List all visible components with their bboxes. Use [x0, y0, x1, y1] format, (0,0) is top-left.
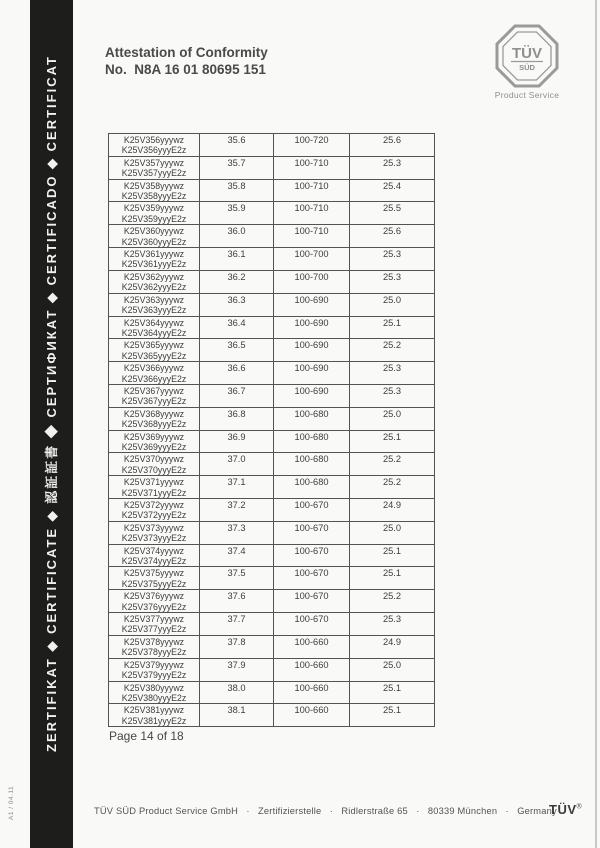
- model-cell: K25V376yyywz K25V376yyyE2z: [109, 590, 200, 613]
- range-cell: 100-690: [274, 293, 350, 316]
- range-cell: 100-690: [274, 362, 350, 385]
- value2-cell: 25.2: [350, 339, 435, 362]
- value2-cell: 25.5: [350, 202, 435, 225]
- value-cell: 37.2: [200, 499, 274, 522]
- model-cell: K25V372yyywz K25V372yyyE2z: [109, 499, 200, 522]
- model-cell: K25V377yyywz K25V377yyyE2z: [109, 613, 200, 636]
- range-cell: 100-690: [274, 384, 350, 407]
- table-row: [109, 453, 435, 476]
- value-cell: 36.9: [200, 430, 274, 453]
- tuv-sud-logo: [492, 24, 562, 100]
- footer-tuv-mark: [549, 802, 582, 817]
- table-row: [109, 635, 435, 658]
- model-cell: K25V364yyywz K25V364yyyE2z: [109, 316, 200, 339]
- table-row: [109, 590, 435, 613]
- value-cell: 37.5: [200, 567, 274, 590]
- value2-cell: 25.1: [350, 544, 435, 567]
- value2-cell: 25.1: [350, 704, 435, 727]
- value2-cell: 25.0: [350, 407, 435, 430]
- value2-cell: 25.3: [350, 270, 435, 293]
- model-cell: K25V380yyywz K25V380yyyE2z: [109, 681, 200, 704]
- table-row: [109, 704, 435, 727]
- value-cell: 37.3: [200, 521, 274, 544]
- value2-cell: 25.0: [350, 658, 435, 681]
- range-cell: 100-710: [274, 225, 350, 248]
- certificate-sidebar: [30, 0, 73, 848]
- value2-cell: 25.2: [350, 590, 435, 613]
- table-row: [109, 430, 435, 453]
- value-cell: 37.6: [200, 590, 274, 613]
- value2-cell: 25.1: [350, 430, 435, 453]
- model-cell: K25V359yyywz K25V359yyyE2z: [109, 202, 200, 225]
- value-cell: 35.9: [200, 202, 274, 225]
- value2-cell: 25.3: [350, 156, 435, 179]
- value2-cell: 25.6: [350, 225, 435, 248]
- range-cell: 100-680: [274, 453, 350, 476]
- logo-text-sud: SÜD: [519, 63, 535, 72]
- value2-cell: 25.3: [350, 248, 435, 271]
- model-cell: K25V361yyywz K25V361yyyE2z: [109, 248, 200, 271]
- value2-cell: 25.1: [350, 681, 435, 704]
- table-row: [109, 248, 435, 271]
- page-number: Page 14 of 18: [109, 729, 184, 743]
- value2-cell: 25.2: [350, 476, 435, 499]
- value2-cell: 25.2: [350, 453, 435, 476]
- model-cell: K25V362yyywz K25V362yyyE2z: [109, 270, 200, 293]
- table-row: [109, 407, 435, 430]
- value-cell: 36.8: [200, 407, 274, 430]
- range-cell: 100-670: [274, 521, 350, 544]
- value-cell: 36.3: [200, 293, 274, 316]
- range-cell: 100-720: [274, 134, 350, 157]
- model-cell: K25V378yyywz K25V378yyyE2z: [109, 635, 200, 658]
- value-cell: 38.0: [200, 681, 274, 704]
- value-cell: 36.7: [200, 384, 274, 407]
- model-cell: K25V356yyywz K25V356yyyE2z: [109, 134, 200, 157]
- range-cell: 100-700: [274, 248, 350, 271]
- value-cell: 37.0: [200, 453, 274, 476]
- range-cell: 100-660: [274, 681, 350, 704]
- range-cell: 100-670: [274, 544, 350, 567]
- table-row: [109, 681, 435, 704]
- table-row: [109, 499, 435, 522]
- footer-registered-mark: ®: [576, 803, 583, 811]
- range-cell: 100-690: [274, 339, 350, 362]
- range-cell: 100-680: [274, 476, 350, 499]
- table-row: [109, 134, 435, 157]
- value2-cell: 25.3: [350, 613, 435, 636]
- value-cell: 36.2: [200, 270, 274, 293]
- range-cell: 100-670: [274, 499, 350, 522]
- value2-cell: 25.1: [350, 316, 435, 339]
- value-cell: 36.0: [200, 225, 274, 248]
- table-row: [109, 476, 435, 499]
- range-cell: 100-690: [274, 316, 350, 339]
- value-cell: 35.7: [200, 156, 274, 179]
- range-cell: 100-670: [274, 590, 350, 613]
- value-cell: 37.4: [200, 544, 274, 567]
- document-title: Attestation of Conformity: [105, 45, 268, 60]
- table-row: [109, 613, 435, 636]
- table-row: [109, 225, 435, 248]
- logo-caption: Product Service: [494, 90, 560, 100]
- table-row: [109, 339, 435, 362]
- table-row: [109, 293, 435, 316]
- margin-note: A1 / 04.11: [8, 785, 15, 820]
- range-cell: 100-710: [274, 202, 350, 225]
- model-cell: K25V374yyywz K25V374yyyE2z: [109, 544, 200, 567]
- value2-cell: 25.3: [350, 362, 435, 385]
- range-cell: 100-710: [274, 156, 350, 179]
- table-row: [109, 316, 435, 339]
- table-row: [109, 270, 435, 293]
- model-cell: K25V357yyywz K25V357yyyE2z: [109, 156, 200, 179]
- range-cell: 100-670: [274, 613, 350, 636]
- range-cell: 100-670: [274, 567, 350, 590]
- table-row: [109, 202, 435, 225]
- range-cell: 100-660: [274, 704, 350, 727]
- value2-cell: 25.0: [350, 293, 435, 316]
- table-row: [109, 544, 435, 567]
- value-cell: 36.5: [200, 339, 274, 362]
- value-cell: 37.1: [200, 476, 274, 499]
- model-cell: K25V366yyywz K25V366yyyE2z: [109, 362, 200, 385]
- certificate-number: No. N8A 16 01 80695 151: [105, 62, 266, 77]
- range-cell: 100-660: [274, 635, 350, 658]
- value-cell: 37.8: [200, 635, 274, 658]
- model-cell: K25V371yyywz K25V371yyyE2z: [109, 476, 200, 499]
- model-cell: K25V369yyywz K25V369yyyE2z: [109, 430, 200, 453]
- table-row: [109, 521, 435, 544]
- range-cell: 100-680: [274, 407, 350, 430]
- value-cell: 36.6: [200, 362, 274, 385]
- value-cell: 37.7: [200, 613, 274, 636]
- model-cell: K25V379yyywz K25V379yyyE2z: [109, 658, 200, 681]
- sidebar-multilingual-label: ZERTIFIKAT ◆ CERTIFICATE ◆ 認証証書 ◆ СЕРТИФИКАТ ◆ CERTIFICADO ◆ CERTIFICAT: [44, 55, 59, 752]
- model-cell: K25V358yyywz K25V358yyyE2z: [109, 179, 200, 202]
- model-cell: K25V368yyywz K25V368yyyE2z: [109, 407, 200, 430]
- range-cell: 100-660: [274, 658, 350, 681]
- model-cell: K25V365yyywz K25V365yyyE2z: [109, 339, 200, 362]
- footer-address: TÜV SÜD Product Service GmbH · Zertifizierstelle · Ridlerstraße 65 · 80339 München · Germany: [94, 806, 557, 816]
- value2-cell: 25.6: [350, 134, 435, 157]
- footer-tuv-text: TÜV: [549, 802, 577, 817]
- value2-cell: 25.4: [350, 179, 435, 202]
- value-cell: 36.1: [200, 248, 274, 271]
- value-cell: 38.1: [200, 704, 274, 727]
- value2-cell: 25.1: [350, 567, 435, 590]
- model-cell: K25V381yyywz K25V381yyyE2z: [109, 704, 200, 727]
- value2-cell: 25.0: [350, 521, 435, 544]
- model-cell: K25V375yyywz K25V375yyyE2z: [109, 567, 200, 590]
- value-cell: 35.8: [200, 179, 274, 202]
- value-cell: 35.6: [200, 134, 274, 157]
- table-row: [109, 156, 435, 179]
- document-header: [105, 44, 268, 78]
- model-cell: K25V363yyywz K25V363yyyE2z: [109, 293, 200, 316]
- table-row: [109, 658, 435, 681]
- value-cell: 36.4: [200, 316, 274, 339]
- model-cell: K25V373yyywz K25V373yyyE2z: [109, 521, 200, 544]
- range-cell: 100-680: [274, 430, 350, 453]
- range-cell: 100-710: [274, 179, 350, 202]
- value2-cell: 24.9: [350, 499, 435, 522]
- table-row: [109, 567, 435, 590]
- logo-text-tuv: TÜV: [512, 45, 542, 62]
- model-cell: K25V367yyywz K25V367yyyE2z: [109, 384, 200, 407]
- conformity-table: [108, 133, 435, 727]
- value-cell: 37.9: [200, 658, 274, 681]
- model-cell: K25V360yyywz K25V360yyyE2z: [109, 225, 200, 248]
- table-row: [109, 362, 435, 385]
- range-cell: 100-700: [274, 270, 350, 293]
- model-cell: K25V370yyywz K25V370yyyE2z: [109, 453, 200, 476]
- value2-cell: 24.9: [350, 635, 435, 658]
- page-edge-line: [595, 0, 597, 848]
- tuv-sud-octagon-icon: [495, 24, 559, 88]
- table-row: [109, 384, 435, 407]
- table-row: [109, 179, 435, 202]
- value2-cell: 25.3: [350, 384, 435, 407]
